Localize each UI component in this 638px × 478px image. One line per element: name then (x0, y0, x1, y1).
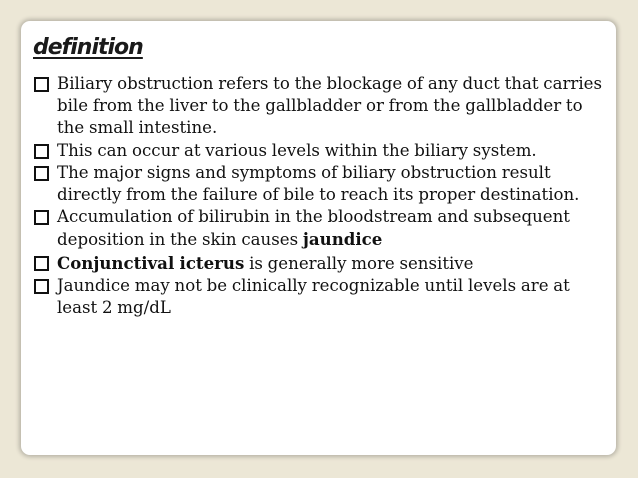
bullet-list (33, 73, 611, 319)
bullet-text: Biliary obstruction refers to the blockage of any duct that carries bile from the liver to the gallbladder or from the gallbladder to the small intestine. (57, 74, 602, 138)
bullet-item (33, 252, 611, 275)
bullet-text: The major signs and symptoms of biliary obstruction result directly from the failure of bile to reach its proper destination. (57, 162, 580, 205)
bullet-text: Accumulation of bilirubin in the bloodstream and subsequent deposition in the skin causes (57, 207, 570, 250)
square-bullet-icon (34, 166, 49, 181)
square-bullet-icon (34, 210, 49, 225)
bullet-bold-term: Conjunctival icterus (57, 252, 245, 273)
square-bullet-icon (34, 77, 49, 92)
bullet-text: This can occur at various levels within the biliary system. (57, 140, 537, 160)
bullet-item (33, 73, 611, 140)
bullet-text: is generally more sensitive (244, 253, 474, 273)
bullet-item (33, 140, 611, 162)
slide-heading: definition (33, 35, 143, 60)
bullet-text: Jaundice may not be clinically recognizable until levels are at least 2 mg/dL (57, 275, 570, 318)
bullet-item (33, 275, 611, 319)
square-bullet-icon (34, 256, 49, 271)
square-bullet-icon (34, 144, 49, 159)
bullet-bold-term: jaundice (302, 229, 383, 250)
bullet-item (33, 206, 611, 251)
slide-card (21, 21, 616, 455)
bullet-item (33, 162, 611, 206)
square-bullet-icon (34, 279, 49, 294)
